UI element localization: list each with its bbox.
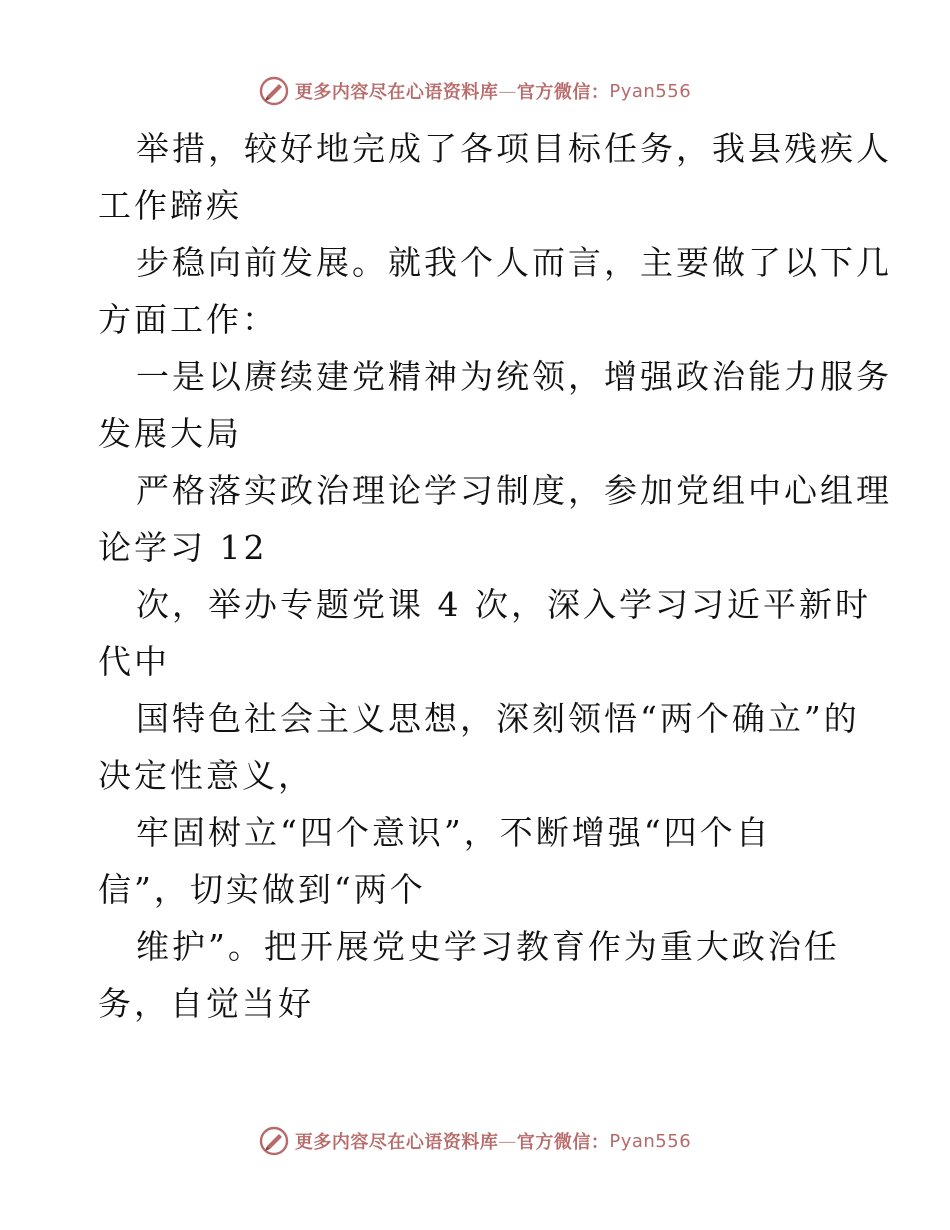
text-line: 信”，切实做到“两个 [98,870,426,909]
text-line: 国特色社会主义思想，深刻领悟“两个确立”的 [136,699,860,738]
banner-wechat-id: Pyan556 [609,1130,692,1152]
banner-wechat-id: Pyan556 [609,80,692,102]
text-line: 次，举办专题党课 4 次，深入学习习近平新时 [136,585,871,624]
footer-watermark-banner [0,1121,950,1161]
banner-text: 更多内容尽在心语资料库 [294,82,499,103]
brand-logo-icon [259,76,289,106]
text-line: 牢固树立“四个意识”，不断增强“四个自 [136,813,772,852]
text-line: 步稳向前发展。就我个人而言，主要做了以下几 [136,243,892,282]
text-line: 严格落实政治理论学习制度，参加党组中心组理 [136,471,892,510]
banner-separator: — [498,1130,517,1152]
text-line: 举措，较好地完成了各项目标任务，我县残疾人 [136,129,892,168]
banner-separator: — [498,80,517,102]
brand-logo-icon [259,1126,289,1156]
banner-text: 更多内容尽在心语资料库 [294,1132,499,1153]
text-line: 代中 [98,642,170,681]
text-line: 论学习 12 [98,528,268,567]
text-line: 工作蹄疾 [98,186,242,225]
document-body [98,120,892,1032]
text-line: 一是以赓续建党精神为统领，增强政治能力服务 [136,357,892,396]
text-line: 维护”。把开展党史学习教育作为重大政治任 [136,927,840,966]
banner-suffix: 官方微信： [516,82,610,103]
header-watermark-banner [0,71,950,111]
text-line: 决定性意义， [98,756,314,795]
text-line: 发展大局 [98,414,242,453]
banner-suffix: 官方微信： [516,1132,610,1153]
text-line: 方面工作： [98,300,278,339]
text-line: 务，自觉当好 [98,984,314,1023]
